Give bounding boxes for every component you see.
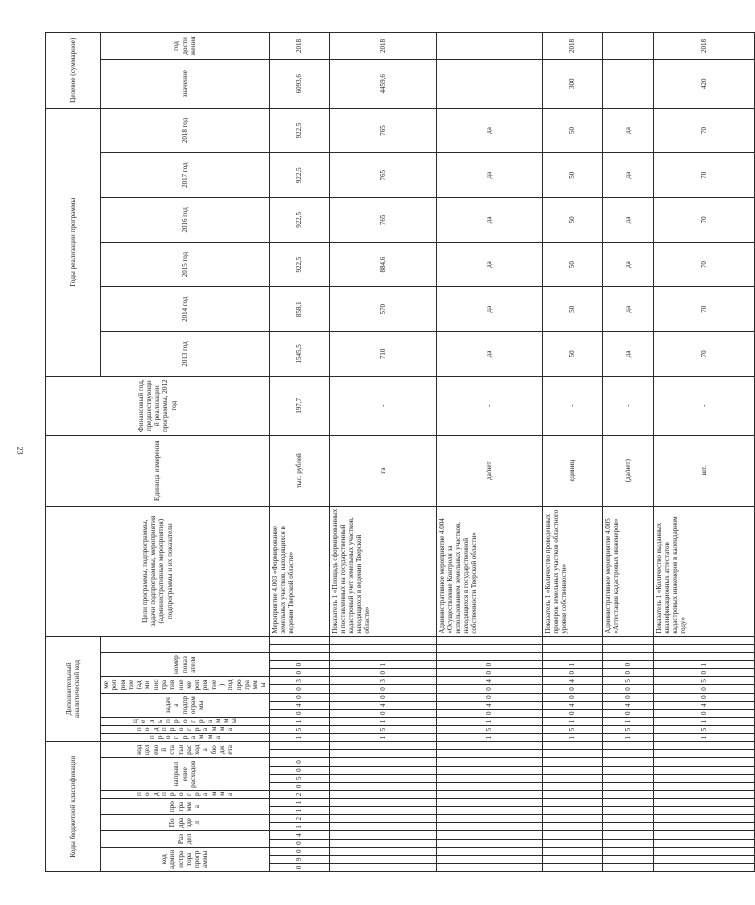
subprogram-code-header: подпрограмма (101, 790, 270, 798)
analytic-digit: 1 (436, 717, 542, 725)
table-row (436, 33, 542, 872)
analytic-digit: 1 (653, 734, 754, 742)
analytic-digit: 0 (436, 709, 542, 717)
analytic-digit: 0 (542, 669, 602, 677)
subsection-header: Подраздел (101, 815, 270, 831)
analytic-digit: 4 (602, 701, 653, 709)
analytic-digit: 0 (436, 661, 542, 669)
code-digit: 0 (269, 839, 329, 847)
indicator-extra-header (101, 636, 270, 652)
row-target (602, 59, 653, 108)
row-target-year: 2018 (542, 33, 602, 60)
row-year-value: 70 (653, 108, 754, 153)
row-year-value: да (602, 242, 653, 287)
year-2016-header: 2016 год (101, 198, 270, 243)
analytic-digit: 0 (436, 693, 542, 701)
analytic-digit: 1 (542, 717, 602, 725)
row-year-value: 70 (653, 198, 754, 243)
analytic-digit: 0 (329, 709, 436, 717)
row-year-value: да (436, 153, 542, 198)
code-digit: 2 (269, 790, 329, 798)
row-year-value: 50 (542, 242, 602, 287)
program-code-header: программа (101, 799, 270, 815)
analytic-digit: 0 (602, 693, 653, 701)
admin-code-header: код администратора программы (101, 847, 270, 871)
row-target-year (436, 33, 542, 60)
analytic-digit: 1 (269, 734, 329, 742)
year-2014-header: 2014 год (101, 287, 270, 332)
analytic-digit: 4 (436, 677, 542, 685)
analytic-digit: 5 (653, 725, 754, 733)
analytic-digit: 0 (653, 693, 754, 701)
row-target: 420 (653, 59, 754, 108)
row-name: Показатель 1 «Количество выданных квалификационных аттестатов кадастровых инженеров в календарном году» (653, 506, 754, 636)
analytic-digit: 0 (602, 669, 653, 677)
analytic-digit: 5 (329, 725, 436, 733)
code-digit: 1 (269, 799, 329, 807)
indicator-number-header: номер показателя (101, 652, 270, 676)
row-prev: - (653, 376, 754, 435)
analytic-digit: 1 (329, 717, 436, 725)
row-year-value: 922,5 (269, 153, 329, 198)
row-unit: тыс. рублей (269, 435, 329, 506)
analytic-subprogram-header: подпрограмма (101, 725, 270, 733)
analytic-digit: 1 (436, 734, 542, 742)
code-digit: 2 (269, 815, 329, 823)
analytic-digit: 4 (269, 701, 329, 709)
row-target-year: 2018 (329, 33, 436, 60)
analytic-code-header: Дополнительный аналитический код (46, 636, 101, 742)
row-target (436, 59, 542, 108)
year-2013-header: 2013 год (101, 332, 270, 377)
analytic-digit: 0 (329, 685, 436, 693)
analytic-digit: 0 (542, 709, 602, 717)
analytic-digit: 0 (269, 661, 329, 669)
row-year-value: 922,5 (269, 242, 329, 287)
code-digit: 0 (269, 847, 329, 855)
analytic-digit: 0 (269, 685, 329, 693)
code-digit: 0 (269, 782, 329, 790)
measure-header: мероприятие (административное мероприятие) подпрограммы (101, 677, 270, 693)
row-name: Мероприятие 4.003 «Формирование земельных участков, находящихся в ведении Тверской области» (269, 506, 329, 636)
analytic-digit: 0 (653, 669, 754, 677)
row-year-value: да (436, 108, 542, 153)
row-year-value: 1545,5 (269, 332, 329, 377)
achievement-year-header: год достижения (101, 33, 270, 60)
row-year-value: 50 (542, 153, 602, 198)
goals-header: Цели программы, подпрограммы, задачи подпрограммы, мероприятия (административные мероприятия) подпрограммы и их показатели (46, 506, 270, 636)
section-header: Раздел (101, 831, 270, 847)
analytic-digit: 1 (542, 661, 602, 669)
analytic-digit: 0 (436, 669, 542, 677)
row-year-value: 765 (329, 153, 436, 198)
analytic-digit: 5 (542, 725, 602, 733)
row-name: Административное мероприятие 4.004 «Осуществление Контроля за использованием земельных участков, находящихся в государственной собственности Тверской области» (436, 506, 542, 636)
analytic-digit: 1 (653, 661, 754, 669)
analytic-digit: 0 (542, 685, 602, 693)
row-year-value: да (602, 108, 653, 153)
year-2018-header: 2018 год (101, 108, 270, 153)
row-year-value: да (602, 153, 653, 198)
analytic-digit: 0 (653, 685, 754, 693)
row-unit: единиц (542, 435, 602, 506)
analytic-digit: 4 (329, 701, 436, 709)
code-digit: 5 (269, 774, 329, 782)
row-unit: да/нет (436, 435, 542, 506)
prev-year-header: Финансовый год, предшествующий реализации программы, 2012 год (46, 376, 270, 435)
row-prev: - (436, 376, 542, 435)
program-indicators-table (45, 32, 755, 872)
row-unit: (да/нет) (602, 435, 653, 506)
code-digit: 9 (269, 855, 329, 863)
table-row (602, 33, 653, 872)
row-year-value: 70 (653, 242, 754, 287)
code-digit: 0 (269, 766, 329, 774)
row-year-value: 50 (542, 287, 602, 332)
analytic-digit: 0 (329, 669, 436, 677)
analytic-digit: 0 (269, 669, 329, 677)
budget-codes-header: Коды бюджетной классификации (46, 742, 101, 872)
year-2015-header: 2015 год (101, 242, 270, 287)
code-digit: 1 (269, 823, 329, 831)
analytic-digit: 1 (329, 661, 436, 669)
analytic-digit: 0 (436, 685, 542, 693)
analytic-digit: 1 (602, 717, 653, 725)
analytic-digit: 5 (269, 725, 329, 733)
subprogram-task-header: задача подпрограммы (101, 693, 270, 717)
analytic-digit: 4 (542, 701, 602, 709)
analytic-program-header: программа (101, 734, 270, 742)
analytic-digit: 1 (602, 734, 653, 742)
row-target: 4459,6 (329, 59, 436, 108)
analytic-digit: 0 (602, 661, 653, 669)
row-year-value: 570 (329, 287, 436, 332)
analytic-digit: 0 (269, 709, 329, 717)
row-prev: - (542, 376, 602, 435)
analytic-digit: 5 (602, 677, 653, 685)
row-year-value: 922,5 (269, 198, 329, 243)
expense-direction-header: направление расходов (101, 758, 270, 790)
years-block-header: Годы реализации программы (46, 108, 101, 376)
row-year-value: 765 (329, 108, 436, 153)
row-year-value: да (602, 332, 653, 377)
table-row (653, 33, 754, 872)
analytic-digit: 1 (542, 734, 602, 742)
row-unit: шт. (653, 435, 754, 506)
row-year-value: да (602, 287, 653, 332)
analytic-digit: 1 (653, 717, 754, 725)
row-year-value: 884,6 (329, 242, 436, 287)
code-digit: 0 (269, 758, 329, 766)
table-row (269, 33, 329, 872)
unit-header: Единица измерения (46, 435, 270, 506)
row-year-value: 710 (329, 332, 436, 377)
analytic-digit: 1 (329, 734, 436, 742)
analytic-digit: 0 (653, 709, 754, 717)
row-year-value: 70 (653, 332, 754, 377)
table-row (542, 33, 602, 872)
row-year-value: 765 (329, 198, 436, 243)
target-value-header: Целевое (суммарное) (46, 33, 101, 109)
analytic-digit: 5 (602, 725, 653, 733)
row-year-value: 858,1 (269, 287, 329, 332)
analytic-digit: 0 (269, 693, 329, 701)
page-number: 23 (15, 446, 25, 455)
analytic-digit: 0 (542, 693, 602, 701)
row-year-value: 70 (653, 287, 754, 332)
target-item-header: код целевой статьи расхода бюджета (101, 742, 270, 758)
row-unit: га (329, 435, 436, 506)
value-header: значение (101, 59, 270, 108)
table-row (329, 33, 436, 872)
row-year-value: да (602, 198, 653, 243)
row-name: Показатель 1 «Количество проведенных проверок земельных участков областного уровня собственности» (542, 506, 602, 636)
analytic-digit: 4 (542, 677, 602, 685)
code-digit: 1 (269, 807, 329, 815)
row-target: 6093,6 (269, 59, 329, 108)
analytic-digit: 0 (602, 709, 653, 717)
row-year-value: 70 (653, 153, 754, 198)
row-target-year (602, 33, 653, 60)
row-target-year: 2018 (269, 33, 329, 60)
analytic-digit: 5 (436, 725, 542, 733)
row-target: 300 (542, 59, 602, 108)
analytic-digit: 0 (602, 685, 653, 693)
row-year-value: да (436, 242, 542, 287)
row-prev: - (329, 376, 436, 435)
row-year-value: 50 (542, 332, 602, 377)
row-target-year: 2018 (653, 33, 754, 60)
code-digit: 0 (269, 863, 329, 871)
analytic-digit: 3 (269, 677, 329, 685)
row-name: Показатель 1 «Площадь сформированных и поставленных на государственный кадастровый учет земельных участков, находящихся в ведении Тверской области» (329, 506, 436, 636)
program-goal-header: цель программы (101, 717, 270, 725)
analytic-digit: 4 (436, 701, 542, 709)
row-prev: 197,7 (269, 376, 329, 435)
row-name: Административное мероприятие 4.005 «Аттестация кадастровых инженеров» (602, 506, 653, 636)
year-2017-header: 2017 год (101, 153, 270, 198)
row-year-value: 50 (542, 108, 602, 153)
analytic-digit: 0 (329, 693, 436, 701)
row-year-value: 50 (542, 198, 602, 243)
analytic-digit: 5 (653, 677, 754, 685)
row-year-value: да (436, 287, 542, 332)
row-year-value: да (436, 198, 542, 243)
analytic-digit: 3 (329, 677, 436, 685)
analytic-digit: 1 (269, 717, 329, 725)
code-digit: 4 (269, 831, 329, 839)
row-year-value: да (436, 332, 542, 377)
row-year-value: 922,5 (269, 108, 329, 153)
row-prev: - (602, 376, 653, 435)
analytic-digit: 4 (653, 701, 754, 709)
